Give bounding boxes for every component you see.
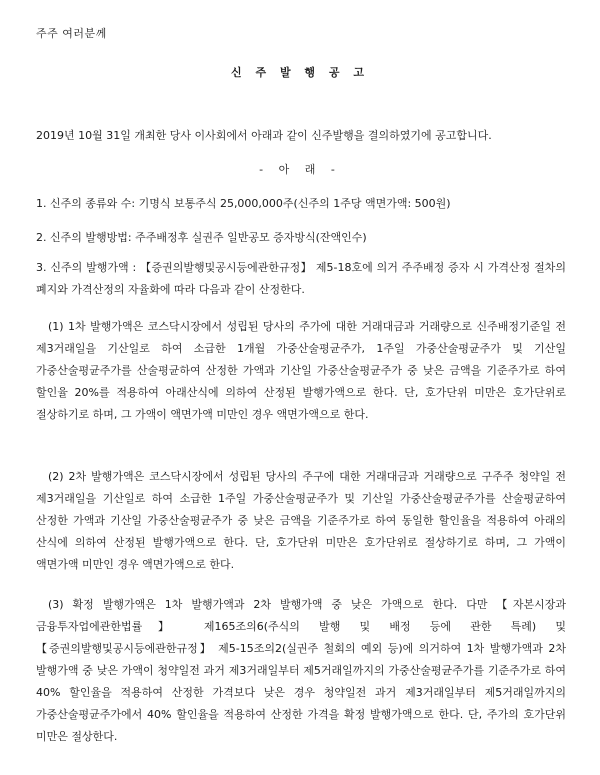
subitem-first-price: (1) 1차 발행가액은 코스닥시장에서 성립된 당사의 주가에 대한 거래대금과 거래량으로 신주배정기준일 전 제3거래일을 기산일로 하여 소급한 1개월 가중산술평균주가, 1주일 가중산술평균주가 및 기산일 가중산술평균주가를 산술평균하여 산정한 가액과 기산일 가중산술평균주가 중 낮은 금액을 기준주가로 하여 할인율 20%를 적용하여 아래산식에 의하여 산정된 발행가액으로 한다. 단, 호가단위 미만은 호가단위로 절상하기로 하며, 그 가액이 액면가액 미만인 경우 액면가액으로 한다. — [36, 320, 566, 421]
item-issue-method: 2. 신주의 발행방법: 주주배정후 실권주 일반공모 증자방식(잔액인수) — [36, 231, 367, 244]
notice-title: 신 주 발 행 공 고 — [231, 66, 369, 79]
section-label: - 아 래 - — [259, 163, 341, 176]
subitem-final-price: (3) 확정 발행가액은 1차 발행가액과 2차 발행가액 중 낮은 가액으로 한다. 다만 【자본시장과 금융투자업에관한법률】 제165조의6(주식의 발행 및 배정 등에 관한 특례) 및 【증권의발행및공시등에관한규정】 제5-15조의2(실권주 철회의 예외 등)에 의거하여 1차 발행가액과 2차 발행가액 중 낮은 가액이 청약일전 과거 제3거래일부터 제5거래일까지의 가중산술평균주가를 기준주가로 하여 40% 할인율을 적용하여 산정한 가격보다 낮은 경우 청약일전 과거 제3거래일부터 제5거래일까지의 가중산술평균주가에서 40% 할인율을 적용하여 산정한 가격을 확정 발행가액으로 한다. 단, 주가의 호가단위 미만은 절상한다. — [36, 598, 566, 743]
salutation: 주주 여러분께 — [36, 27, 107, 40]
item-share-type: 1. 신주의 종류와 수: 기명식 보통주식 25,000,000주(신주의 1주당 액면가액: 500원) — [36, 197, 451, 210]
subitem-second-price: (2) 2차 발행가액은 코스닥시장에서 성립된 당사의 주구에 대한 거래대금과 거래량으로 구주주 청약일 전 제3거래일을 기산일로 하여 소급한 1주일 가중산술평균주가 및 기산일 가중산술평균주가를 산술평균하여 산정한 가액과 기산일 가중산술평균주가 중 낮은 금액을 기준주가로 하여 동일한 할인율을 적용하여 아래의 산식에 의하여 산정된 발행가액으로 한다. 단, 호가단위 미만은 호가단위로 절상하기로 하며, 그 가액이 액면가액 미만인 경우 액면가액으로 한다. — [36, 470, 566, 571]
item-issue-price: 3. 신주의 발행가액 : 【증권의발행및공시등에관한규정】 제5-18호에 의거 주주배정 증자 시 가격산정 절차의 폐지와 가격산정의 자율화에 따라 다음과 같이 산정한다. — [36, 261, 566, 296]
intro-text: 2019년 10월 31일 개최한 당사 이사회에서 아래과 같이 신주발행을 결의하였기에 공고합니다. — [36, 129, 492, 142]
